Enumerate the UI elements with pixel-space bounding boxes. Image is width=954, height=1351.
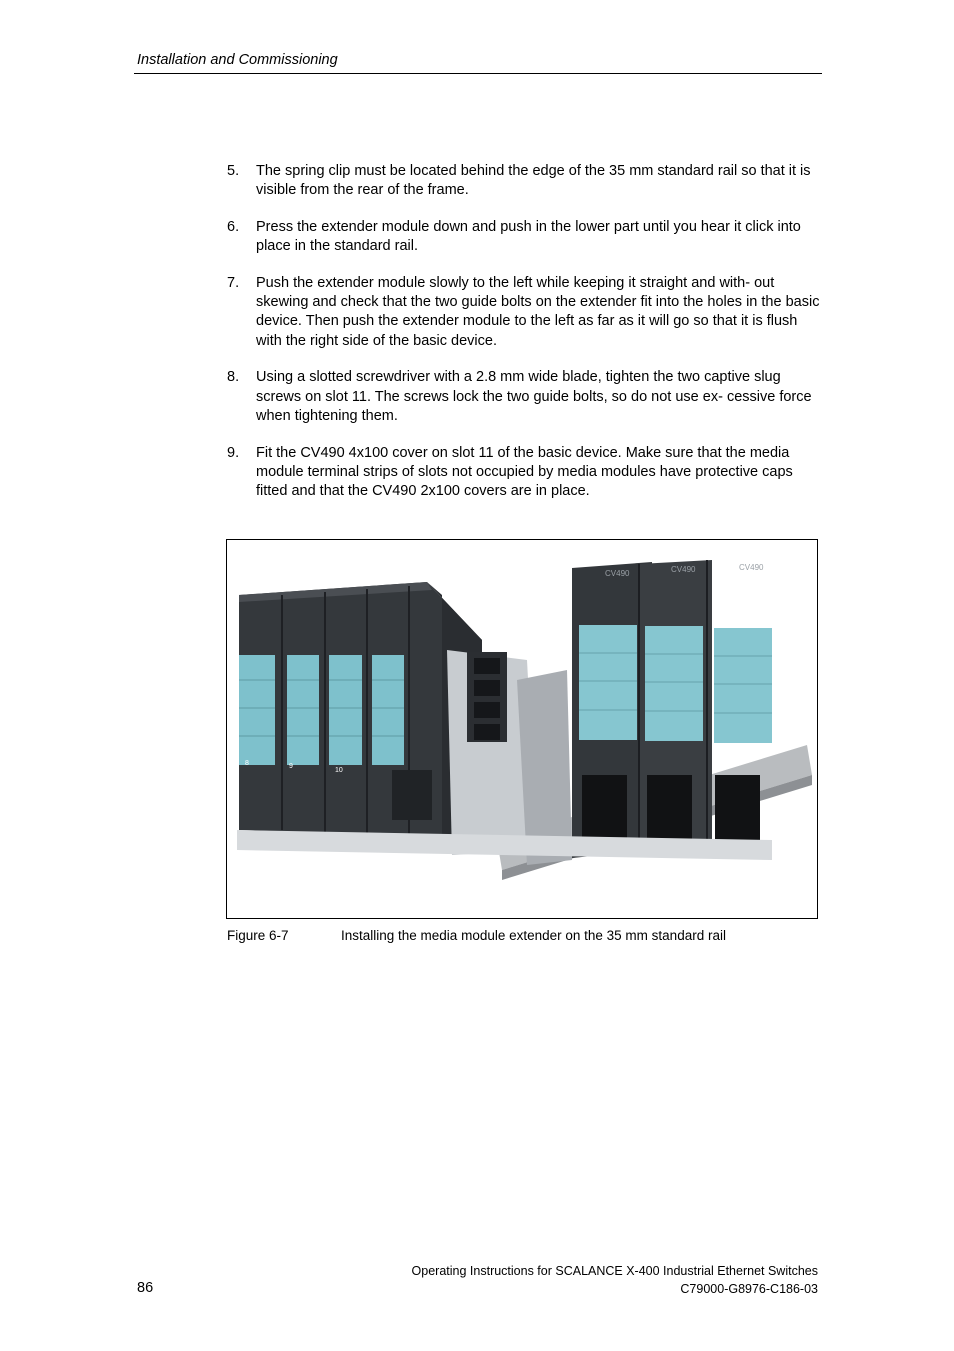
- figure-label: Figure 6-7: [227, 928, 289, 943]
- step-number: 6.: [227, 219, 240, 235]
- slot-number: 8: [245, 760, 249, 767]
- step-text: The spring clip must be located behind the edge of the 35 mm standard rail so that it is visible from the rear of the frame.: [256, 163, 811, 199]
- running-header: Installation and Commissioning: [137, 52, 338, 68]
- header-rule: [134, 73, 822, 74]
- footer-doc-id: C79000-G8976-C186-03: [680, 1282, 818, 1296]
- step-text: Push the extender module slowly to the left while keeping it straight and with- out skewing and check that the two guide bolts on the extender fit into the holes in the basic device. Then push the extender module to the left as far as it will go so that it is flush with the right side of the basic device.: [256, 275, 820, 349]
- step-number: 9.: [227, 444, 240, 461]
- step-text: Fit the CV490 4x100 cover on slot 11 of the basic device. Make sure that the media module terminal strips of slots not occupied by media modules have protective caps fitted and that the CV490 2x100 covers are in place.: [256, 444, 793, 500]
- module-label: CV490: [605, 569, 630, 578]
- module-label: CV490: [739, 563, 764, 572]
- slot-number: 9: [289, 763, 293, 770]
- step-item: [227, 368, 827, 426]
- figure-caption: Installing the media module extender on the 35 mm standard rail: [341, 928, 726, 943]
- step-text: Press the extender module down and push in the lower part until you hear it click into place in the standard rail.: [256, 219, 801, 255]
- step-item: [227, 274, 827, 351]
- step-item: [227, 162, 827, 200]
- module-label: CV490: [671, 565, 696, 574]
- step-number: 8.: [227, 369, 240, 386]
- step-item: [227, 218, 827, 256]
- step-number: 7.: [227, 275, 240, 291]
- slot-number: 10: [335, 767, 343, 774]
- step-text: Using a slotted screwdriver with a 2.8 mm wide blade, tighten the two captive slug screws on slot 11. The screws lock the two guide bolts, so do not use ex- cessive force when tightening them.: [256, 369, 812, 424]
- step-item: [227, 444, 827, 502]
- instruction-steps: [227, 162, 827, 519]
- step-number: 5.: [227, 163, 240, 179]
- figure-frame: [226, 539, 818, 919]
- footer-doc-title: Operating Instructions for SCALANCE X-400 Industrial Ethernet Switches: [411, 1264, 818, 1278]
- extender-installation-photo: [227, 540, 817, 918]
- page-number: 86: [137, 1280, 154, 1296]
